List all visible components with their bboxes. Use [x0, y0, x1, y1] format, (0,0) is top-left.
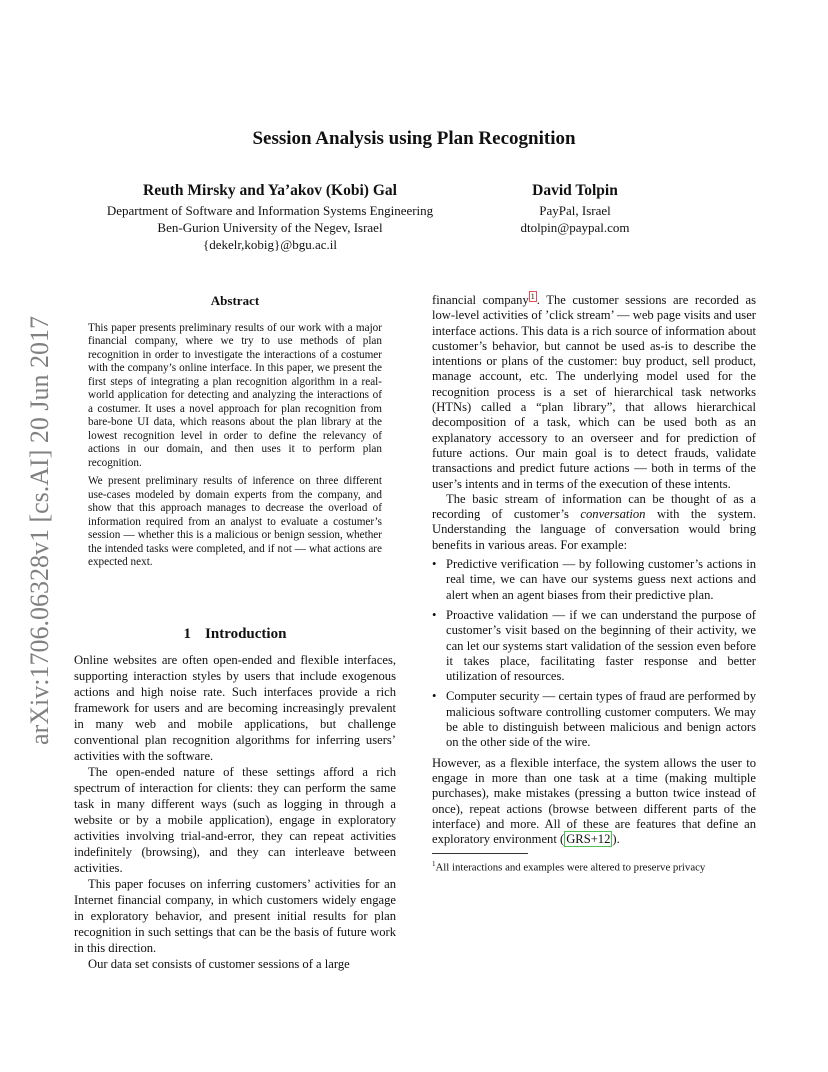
author-affiliation: Department of Software and Information Systems Engineering	[106, 203, 434, 218]
bullet-list	[432, 557, 756, 751]
author-block-2	[480, 182, 670, 236]
abstract-heading: Abstract	[210, 293, 260, 308]
bullet-icon: •	[432, 607, 437, 622]
footnote-link[interactable]: 1	[530, 291, 535, 301]
author-names: David Tolpin	[532, 182, 618, 199]
abstract-paragraph: This paper presents preliminary results of our work with a major financial company, where we try to use methods of plan recognition in order to investigate the interactions of a costumer with the company’s online interface. In this paper, we present the first steps of integrating a plan recognition algorithm in a real-world application for detecting and analyzing the interactions of a costumer. It uses a novel approach for plan recognition from bare-bone UI data, which reasons about the plan library at the lowest recognition level in order to define the relevancy of actions in our domain, and then uses it to perform plan recognition.	[88, 321, 382, 469]
list-item: • Computer security — certain types of fraud are performed by malicious software controlling customer computers. We may be able to distinguish between malicious and benign actors on the other side of the wire.	[432, 689, 756, 750]
list-item: • Proactive validation — if we can understand the purpose of customer’s visit based on the beginning of their activity, we can let our systems start validation of the session even before it takes place, facilitating faster response and better utilization of resources.	[432, 607, 756, 684]
paper-title: Session Analysis using Plan Recognition	[252, 128, 576, 149]
arxiv-stamp: arXiv:1706.06328v1 [cs.AI] 20 Jun 2017	[25, 315, 54, 745]
author-email: {dekelr,kobig}@bgu.ac.il	[202, 237, 338, 252]
section-number: 1	[183, 626, 192, 642]
body-paragraph: Online websites are often open-ended and flexible interfaces, supporting interaction styles by users that include exogenous actions and high noise rate. Such interfaces provide a rich framework for users and are becoming increasingly prevalent in many web and mobile applications, but challenge conventional plan recognition algorithms for inferring users’ activities with the software.	[74, 653, 396, 763]
author-affiliation: Ben-Gurion University of the Negev, Israel	[157, 220, 383, 235]
body-paragraph: Our data set consists of customer sessions of a large	[88, 957, 350, 971]
abstract-paragraph: We present preliminary results of inference on three different use-cases modeled by domain experts from the company, and show that this approach manages to decrease the overload of information required from an analyst to evaluate a costumer’s session — whether this is a malicious or benign session, whether the intended tasks were completed, and if not — what actions are expected next.	[88, 475, 382, 568]
abstract-section	[88, 294, 382, 575]
citation-link[interactable]: GRS+12	[566, 832, 611, 847]
footnote-divider	[432, 853, 528, 854]
introduction-section	[74, 626, 396, 972]
bullet-icon: •	[432, 689, 437, 704]
body-paragraph: The open-ended nature of these settings afford a rich spectrum of interaction for clients: they can perform the same task in many different ways (such as logging in through a website or by a mobile application), engage in exploratory activities involving trial-and-error, they can repeat activities indefinitely (browsing), and they can interleave between activities.	[74, 765, 396, 875]
body-paragraph: However, as a flexible interface, the system allows the user to engage in more than one task at a time (making multiple purchases), make mistakes (pressing a button twice instead of once), repeat actions (browse between different parts of the interface) and more. All of these are features that define an exploratory environment ( GRS+12 ).	[432, 755, 756, 847]
author-block-1	[70, 182, 470, 253]
body-paragraph: This paper focuses on inferring customers’ activities for an Internet financial company, in which customers widely engage in exploratory behavior, and present initial results for plan recognition in such settings that can be the basis of future work in this direction.	[74, 877, 396, 955]
bullet-icon: •	[432, 557, 437, 572]
right-column	[432, 293, 756, 875]
author-affiliation: PayPal, Israel	[539, 203, 611, 218]
author-names: Reuth Mirsky and Ya’akov (Kobi) Gal	[143, 182, 397, 199]
author-email: dtolpin@paypal.com	[520, 220, 630, 235]
footnote: $^1$All interactions and examples were altered to preserve privacy	[432, 860, 706, 874]
body-paragraph: The basic stream of information can be thought of as a recording of customer’s conversation with the system. Understanding the language of conversation would bring benefits in various areas. For example:	[432, 491, 756, 552]
section-heading	[74, 626, 396, 642]
body-paragraph: financial company $^1$ . The customer sessions are recorded as low-level activities of ’click stream’ — web page visits and user interface actions. This data is a rich source of information about customer’s behavior, but cannot be used as-is to describe the intentions or plans of the customer: buy product, sell product, manage account, etc. The underlying model used for the recognition process is a set of hierarchical task networks (HTNs) called a “plan library”, that allows hierarchical decomposition of a task, which can be used both as an explanatory accessory to an overseer and for prediction of future actions. Our main goal is to detect frauds, validate transactions and predict future actions — both in terms of the user’s intents and in terms of the execution of these intents.	[432, 291, 756, 491]
list-item: • Predictive verification — by following customer’s actions in real time, we can have our systems guess next actions and alert when an agent biases from their predictive plan.	[432, 557, 756, 602]
section-title: Introduction	[205, 626, 287, 642]
